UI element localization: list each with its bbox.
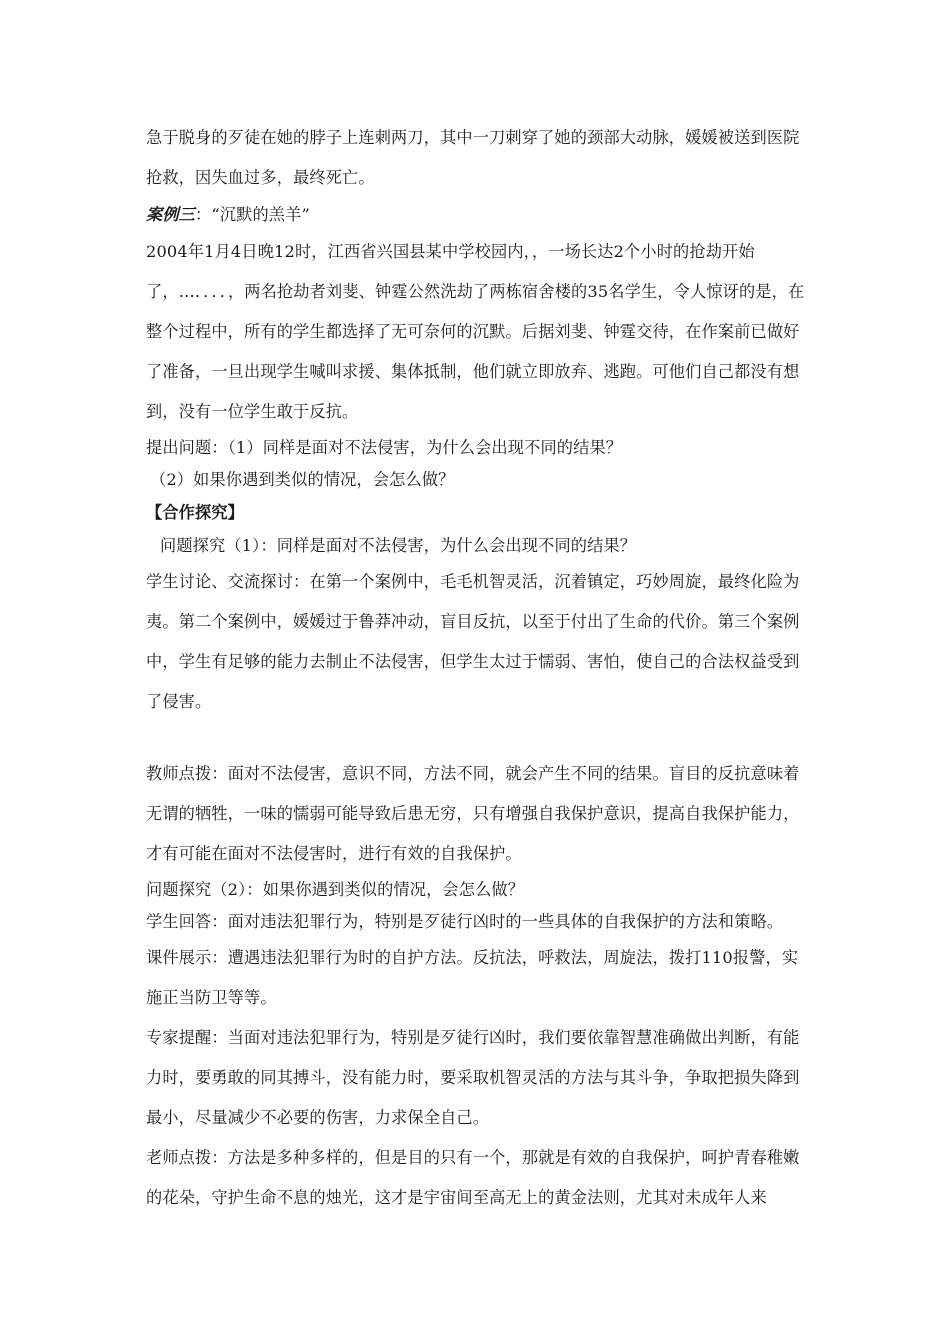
blank-line	[146, 722, 808, 754]
courseware-display: 课件展示：遭遇违法犯罪行为时的自护方法。反抗法，呼救法，周旋法，拨打110报警，实施正当防卫等等。	[146, 948, 799, 1007]
paragraph-case3-body: 2004年1月4日晚12时，江西省兴国县某中学校园内，，一场长达2个小时的抢劫开始了，…．．．．，两名抢劫者刘斐、钟霆公然洗劫了两栋宿舍楼的35名学生，令人惊讶的是，在整个过程中，所有的学生都选择了无可奈何的沉默。后据刘斐、钟霆交待，在作案前已做好了准备，一旦出现学生喊叫求援、集体抵制，他们就立即放弃、逃跑。可他们自己都没有想到，没有一位学生敢于反抗。	[146, 242, 805, 421]
paragraph-case2-ending: 急于脱身的歹徒在她的脖子上连刺两刀，其中一刀刺穿了她的颈部大动脉，媛媛被送到医院抢救，因失血过多，最终死亡。	[146, 128, 800, 187]
case3-heading	[146, 198, 808, 232]
teacher-guidance-2: 老师点拨：方法是多种多样的，但是目的只有一个，那就是有效的自我保护，呵护青春稚嫩的花朵，守护生命不息的烛光，这才是宇宙间至高无上的黄金法则，尤其对未成年人来	[146, 1148, 800, 1207]
case3-title: ：“沉默的羔羊”	[195, 205, 310, 224]
inquiry-question-2: 问题探究（2）：如果你遇到类似的情况，会怎么做？	[146, 880, 525, 899]
teacher-guidance-1: 教师点拨：面对不法侵害，意识不同，方法不同，就会产生不同的结果。盲目的反抗意味着无谓的牺牲，一味的懦弱可能导致后患无穷，只有增强自我保护意识，提高自我保护能力，才有可能在面对不法侵害时，进行有效的自我保护。	[146, 764, 800, 863]
question-2: （2）如果你遇到类似的情况，会怎么做？	[150, 470, 455, 489]
expert-reminder: 专家提醒：当面对违法犯罪行为，特别是歹徒行凶时，我们要依靠智慧准确做出判断，有能力时，要勇敢的同其搏斗，没有能力时，要采取机智灵活的方法与其斗争，争取把损失降到最小，尽量减少不必要的伤害，力求保全自己。	[146, 1028, 800, 1127]
cooperative-inquiry-heading: 【合作探究】	[146, 503, 245, 522]
document-page	[146, 118, 808, 1218]
inquiry-question-1: 问题探究（1）：同样是面对不法侵害，为什么会出现不同的结果？	[160, 536, 637, 555]
question-1: 提出问题：（1）同样是面对不法侵害，为什么会出现不同的结果？	[146, 438, 623, 457]
student-answer: 学生回答：面对违法犯罪行为，特别是歹徒行凶时的一些具体的自我保护的方法和策略。	[146, 912, 784, 931]
case3-label: 案例三	[146, 205, 196, 224]
student-discussion: 学生讨论、交流探讨：在第一个案例中，毛毛机智灵活，沉着镇定，巧妙周旋，最终化险为夷。第二个案例中，媛媛过于鲁莽冲动，盲目反抗，以至于付出了生命的代价。第三个案例中，学生有足够的能力去制止不法侵害，但学生太过于懦弱、害怕，使自己的合法权益受到了侵害。	[146, 572, 800, 711]
